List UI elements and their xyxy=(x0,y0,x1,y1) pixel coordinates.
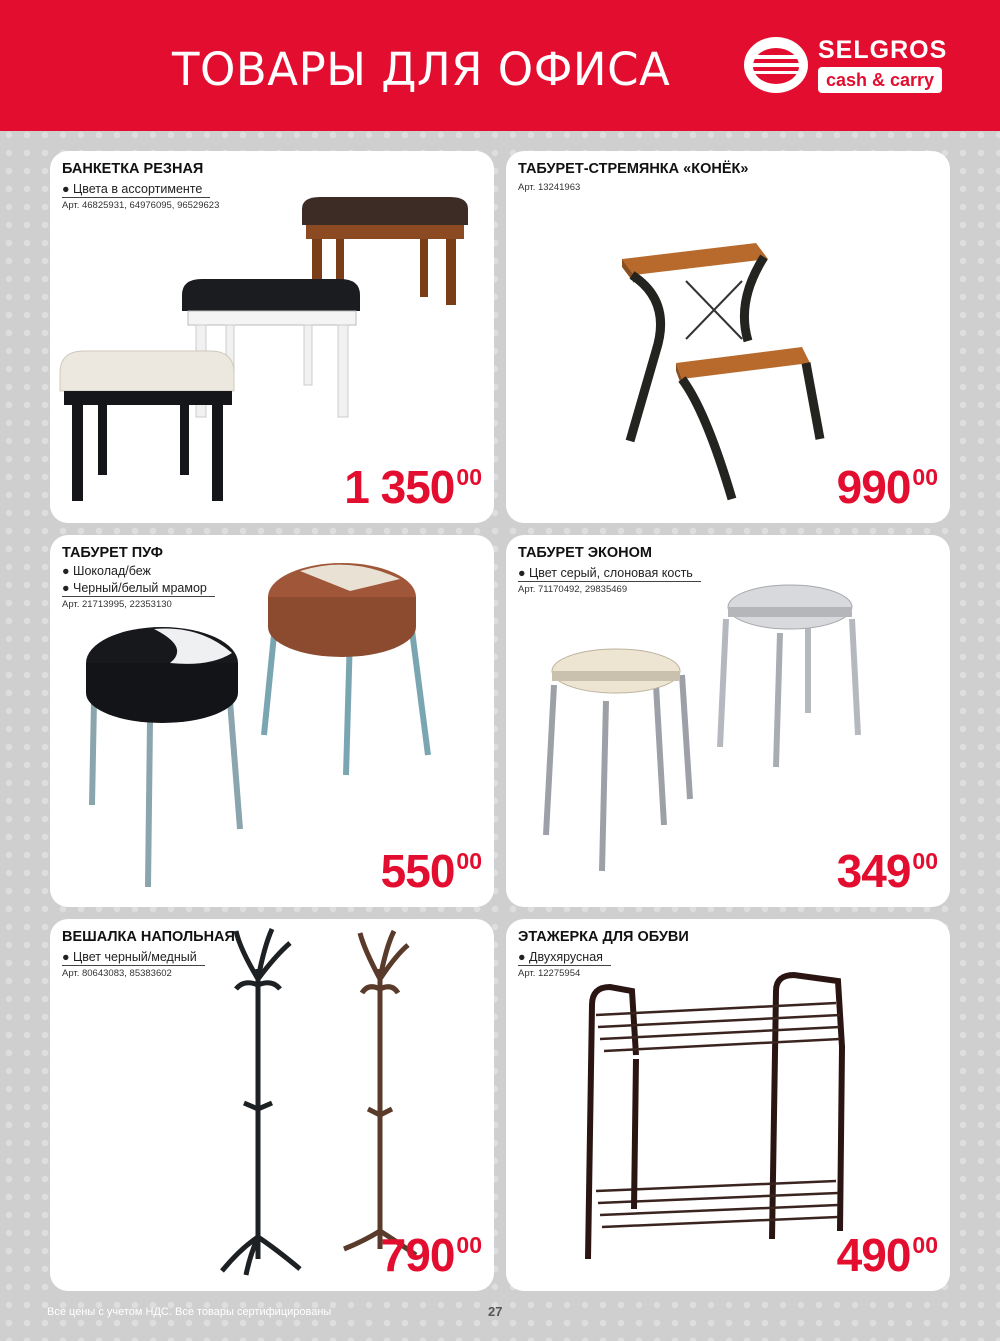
product-title: ВЕШАЛКА НАПОЛЬНАЯ xyxy=(62,929,235,945)
product-title: ЭТАЖЕРКА ДЛЯ ОБУВИ xyxy=(518,929,689,945)
product-title: ТАБУРЕТ-СТРЕМЯНКА «КОНЁК» xyxy=(518,161,749,177)
product-card-step-stool[interactable] xyxy=(506,151,950,523)
product-title: ТАБУРЕТ ЭКОНОМ xyxy=(518,545,652,561)
price-main: 550 xyxy=(380,845,455,897)
price-main: 349 xyxy=(836,845,911,897)
price-cents: 00 xyxy=(912,464,938,490)
price-main: 990 xyxy=(836,461,911,513)
product-price xyxy=(837,847,938,895)
selgros-logo[interactable] xyxy=(742,33,954,97)
product-article: Арт. 13241963 xyxy=(518,182,581,193)
price-cents: 00 xyxy=(912,1232,938,1258)
page-header xyxy=(0,0,1000,131)
product-article: Арт. 46825931, 64976095, 96529623 xyxy=(62,200,220,211)
product-card-banketka[interactable] xyxy=(50,151,494,523)
product-card-economy-stool[interactable] xyxy=(506,535,950,907)
price-cents: 00 xyxy=(456,848,482,874)
product-title: ТАБУРЕТ ПУФ xyxy=(62,545,163,561)
product-feature: ● Цвет черный/медный xyxy=(62,950,205,966)
page-number: 27 xyxy=(488,1304,503,1319)
product-title: БАНКЕТКА РЕЗНАЯ xyxy=(62,161,204,177)
product-feature: ● Цвет серый, слоновая кость xyxy=(518,566,701,582)
price-cents: 00 xyxy=(456,464,482,490)
product-article: Арт. 12275954 xyxy=(518,968,581,979)
product-article: Арт. 80643083, 85383602 xyxy=(62,968,172,979)
product-card-shoe-rack[interactable] xyxy=(506,919,950,1291)
price-main: 490 xyxy=(836,1229,911,1281)
logo-brand-name: SELGROS xyxy=(818,36,948,64)
product-price xyxy=(837,463,938,511)
logo-tagline: cash & carry xyxy=(818,67,942,93)
product-feature: ● Двухярусная xyxy=(518,950,611,966)
price-main: 790 xyxy=(380,1229,455,1281)
product-price xyxy=(381,847,482,895)
price-cents: 00 xyxy=(912,848,938,874)
footer-disclaimer: Все цены с учетом НДС. Все товары сертифицированы xyxy=(47,1306,332,1318)
product-article: Арт. 71170492, 29835469 xyxy=(518,584,628,595)
price-cents: 00 xyxy=(456,1232,482,1258)
plate-cutlery-logo-icon xyxy=(742,33,812,97)
product-card-pouf-stool[interactable] xyxy=(50,535,494,907)
product-card-coat-stand[interactable] xyxy=(50,919,494,1291)
price-main: 1 350 xyxy=(344,461,455,513)
product-price xyxy=(837,1231,938,1279)
page-title: ТОВАРЫ ДЛЯ ОФИСА xyxy=(172,43,671,96)
product-feature: ● Цвета в ассортименте xyxy=(62,182,210,198)
product-feature: ● Шоколад/беж xyxy=(62,564,151,578)
product-price xyxy=(344,463,482,511)
product-feature: ● Черный/белый мрамор xyxy=(62,581,215,597)
product-price xyxy=(381,1231,482,1279)
product-article: Арт. 21713995, 22353130 xyxy=(62,599,172,610)
